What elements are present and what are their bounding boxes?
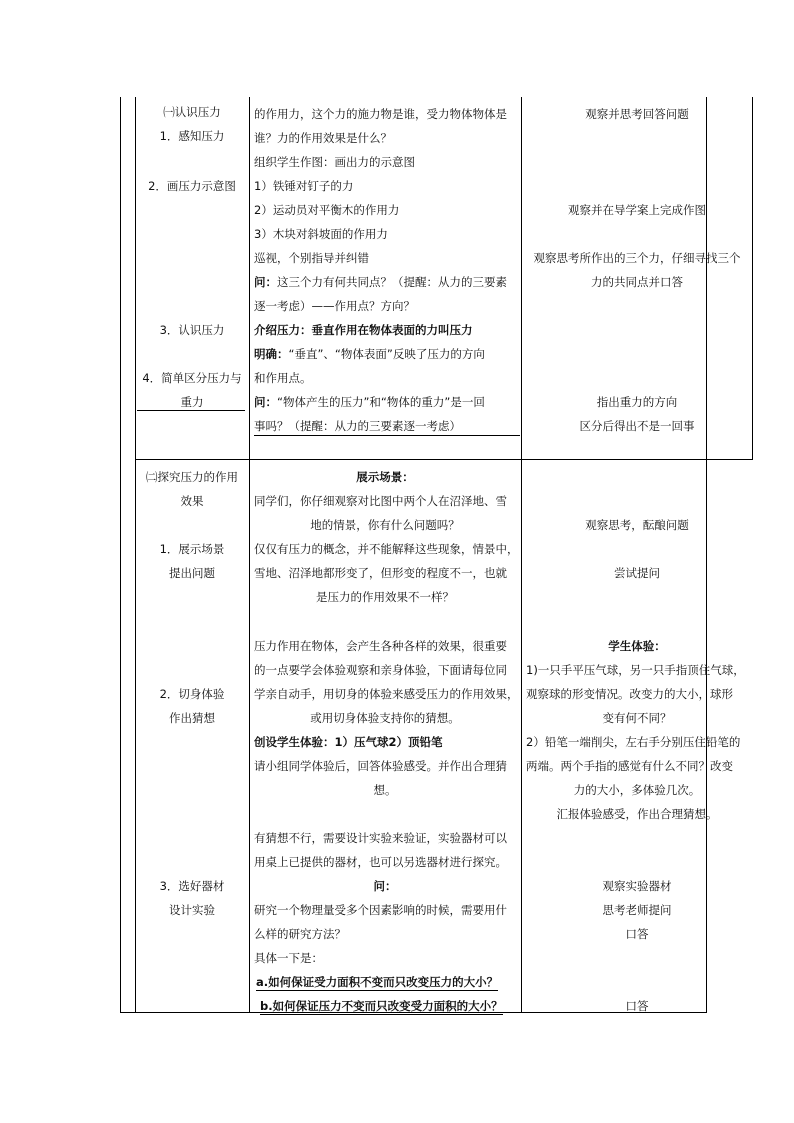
step-item: 重力 <box>180 395 204 409</box>
body-line: 逐一考虑）——作用点？方向？ <box>254 299 415 313</box>
scene-title: 展示场景： <box>356 470 414 484</box>
step-item: 2．切身体验 <box>159 687 225 701</box>
body-line: 仅仅有压力的概念，并不能解释这些现象，情景中， <box>254 542 519 556</box>
clarify-label: 明确： <box>254 347 289 361</box>
row1-col1-bottom <box>135 459 249 460</box>
clarify-text: “垂直”、“物体表面”反映了压力的方向 <box>288 347 485 361</box>
body-line: 和作用点。 <box>254 371 312 385</box>
table-left-border <box>120 97 121 1013</box>
experience-line: 2）铅笔一端削尖，左右手分别压住铅笔的 <box>526 735 741 749</box>
experience-line: 汇报体验感受，作出合理猜想。 <box>556 807 718 821</box>
body-line: 用桌上已提供的器材，也可以另选器材进行探究。 <box>254 855 507 869</box>
body-line: 的作用力，这个力的施力物是谁，受力物体物体是 <box>254 107 507 121</box>
table-col2-divider <box>249 97 250 1013</box>
intro-line: 介绍压力：垂直作用在物体表面的力叫压力 <box>254 323 473 337</box>
body-line: 是压力的作用效果不一样？ <box>316 590 454 604</box>
body-line: 地的情景，你有什么问题吗？ <box>310 518 460 532</box>
table-right-border <box>752 97 753 460</box>
student-experience-title: 学生体验： <box>608 639 666 653</box>
create-experience-line: 创设学生体验：1）压气球2）顶铅笔 <box>254 735 443 749</box>
step-item: 提出问题 <box>169 566 215 580</box>
experience-line: 两端。两个手指的感觉有什么不同？改变 <box>526 759 733 773</box>
student-activity: 尝试提问 <box>614 566 660 580</box>
question-b: b.如何保证压力不变而只改变受力面积的大小？ <box>260 999 503 1013</box>
step-item: 1．展示场景 <box>159 542 225 556</box>
student-activity: 观察思考，酝酿问题 <box>585 518 689 532</box>
body-line: 3）木块对斜坡面的作用力 <box>254 227 388 241</box>
student-activity: 观察并思考回答问题 <box>585 107 689 121</box>
section-heading-2b: 效果 <box>180 494 204 508</box>
body-line: 1）铁锤对钉子的力 <box>254 179 354 193</box>
experience-line: 力的大小，多体验几次。 <box>573 783 701 797</box>
table-col3-divider <box>521 97 522 1013</box>
student-activity: 区分后得出不是一回事 <box>579 419 695 433</box>
body-line: 组织学生作图：画出力的示意图 <box>254 155 415 169</box>
ask-label: 问： <box>373 879 397 893</box>
body-line: 的一点要学会体验观察和亲身体验，下面请每位同 <box>254 663 507 677</box>
experience-line: 变有何不同？ <box>602 711 672 725</box>
body-line: 有猜想不行，需要设计实验来验证，实验器材可以 <box>254 831 507 845</box>
student-activity: 观察思考所作出的三个力，仔细寻找三个 <box>533 251 741 265</box>
table-right-inner <box>706 97 707 1013</box>
question2-line <box>254 394 485 410</box>
student-activity: 指出重力的方向 <box>596 395 678 409</box>
body-line: 压力作用在物体，会产生各种各样的效果，很重要 <box>254 639 507 653</box>
body-line: 雪地、沼泽地都形变了，但形变的程度不一，也就 <box>254 566 507 580</box>
section-heading-1: ㈠认识压力 <box>163 105 221 119</box>
student-activity: 力的共同点并口答 <box>591 275 683 289</box>
question-text: 这三个力有何共同点？（提醒：从力的三要素 <box>277 275 507 289</box>
student-activity: 观察实验器材 <box>602 879 672 893</box>
experience-line: 观察球的形变情况。改变力的大小，球形 <box>526 687 733 701</box>
question2-text: “物体产生的压力”和“物体的重力”是一回 <box>277 395 485 409</box>
step-item: 1．感知压力 <box>159 129 225 143</box>
body-line: 请小组同学体验后，回答体验感受。并作出合理猜 <box>254 759 507 773</box>
body-line: 同学们，你仔细观察对比图中两个人在沼泽地、雪 <box>254 494 507 508</box>
row1-col2-underline <box>254 435 520 436</box>
body-line: 或用切身体验支持你的猜想。 <box>310 711 460 725</box>
body-line: 事吗？（提醒：从力的三要素逐一考虑） <box>254 419 461 433</box>
student-activity: 口答 <box>625 999 649 1013</box>
student-activity: 观察并在导学案上完成作图 <box>568 203 706 217</box>
row1-col1-underline <box>137 410 245 411</box>
row1-bottom-border <box>249 459 752 460</box>
question2-label: 问： <box>254 395 277 409</box>
step-item: 设计实验 <box>169 903 215 917</box>
step-item: 3．认识压力 <box>159 323 225 337</box>
body-line: 巡视，个别指导并纠错 <box>254 251 369 265</box>
question-line <box>254 274 507 290</box>
table-col1-divider <box>135 97 136 1013</box>
step-item: 3．选好器材 <box>159 879 225 893</box>
step-item: 2．画压力示意图 <box>148 179 236 193</box>
body-line: 具体一下是： <box>254 951 323 965</box>
body-line: 2）运动员对平衡木的作用力 <box>254 203 400 217</box>
step-item: 作出猜想 <box>169 711 215 725</box>
body-line: 学亲自动手，用切身的体验来感受压力的作用效果， <box>254 687 519 701</box>
body-line: 谁？力的作用效果是什么？ <box>254 131 392 145</box>
body-line: 么样的研究方法？ <box>254 927 346 941</box>
section-heading-2: ㈡探究压力的作用 <box>146 470 238 484</box>
clarify-line <box>254 346 485 362</box>
body-line: 想。 <box>373 783 397 797</box>
experience-line: 1)一只手平压气球，另一只手指顶住气球， <box>526 663 745 677</box>
student-activity: 口答 <box>625 927 649 941</box>
step-item: 4．简单区分压力与 <box>142 371 242 385</box>
body-line: 研究一个物理量受多个因素影响的时候，需要用什 <box>254 903 507 917</box>
question-label: 问： <box>254 275 277 289</box>
student-activity: 思考老师提问 <box>602 903 672 917</box>
question-a: a.如何保证受力面积不变而只改变压力的大小？ <box>256 975 499 989</box>
